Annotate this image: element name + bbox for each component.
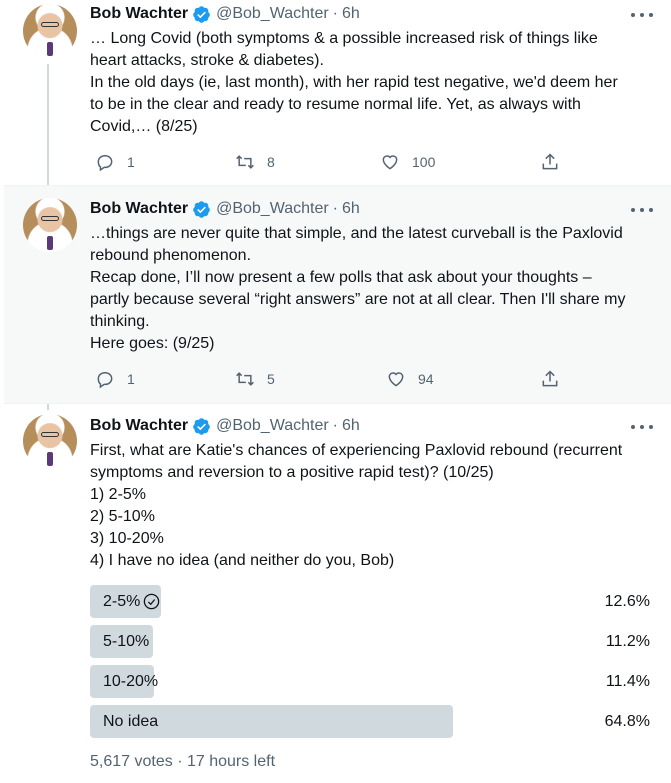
separator-dot: · (332, 5, 338, 22)
retweet-icon (235, 152, 255, 172)
share-icon (540, 369, 560, 389)
retweet-icon (235, 369, 255, 389)
poll-option-label: 5-10% (103, 633, 150, 650)
poll-option-percent: 12.6% (604, 593, 650, 610)
tweet-text-line: to be in the clear and ready to resume normal life. Yet, as always with (90, 96, 581, 113)
share-button[interactable] (540, 368, 560, 390)
avatar-tie (47, 236, 53, 250)
tweet-text-line: thinking. (90, 313, 150, 330)
tweet-header (90, 3, 360, 25)
tweet-text-line: 1) 2-5% (90, 486, 147, 503)
poll-option (90, 705, 650, 738)
tweet-text-line: In the old days (ie, last month), with her rapid test negative, we'd deem her (90, 74, 618, 91)
avatar[interactable] (23, 414, 77, 468)
separator-dot: · (332, 200, 338, 217)
tweet[interactable] (4, 186, 671, 404)
separator-dot: · (332, 417, 338, 434)
like-count: 94 (418, 371, 434, 387)
avatar-glasses (41, 22, 59, 27)
timestamp[interactable]: 6h (342, 200, 360, 217)
tweet-text-line: Covid,… (8/25) (90, 118, 198, 135)
avatar[interactable] (23, 198, 77, 252)
poll-option (90, 625, 650, 658)
author-handle[interactable]: @Bob_Wachter (216, 200, 329, 217)
more-icon[interactable] (631, 6, 653, 24)
timestamp[interactable]: 6h (342, 5, 360, 22)
tweet-text-line: Recap done, I’ll now present a few polls that ask about your thoughts – (90, 269, 592, 286)
tweet-text-line: … Long Covid (both symptoms & a possible increased risk of things like (90, 30, 598, 47)
avatar-glasses (41, 432, 59, 437)
tweet[interactable] (4, 0, 671, 186)
verified-badge-icon (192, 417, 211, 436)
share-button[interactable] (540, 151, 560, 173)
poll-option-label: 2-5% (103, 593, 141, 610)
timestamp[interactable]: 6h (342, 417, 360, 434)
poll-option (90, 665, 650, 698)
tweet-text (90, 440, 656, 572)
tweet-text-line: 4) I have no idea (and neither do you, Bob) (90, 552, 395, 569)
heart-icon (380, 152, 400, 172)
heart-icon (386, 369, 406, 389)
tweet-text-line: rebound phenomenon. (90, 247, 252, 264)
verified-badge-icon (192, 200, 211, 219)
retweet-count: 5 (267, 371, 275, 387)
like-button[interactable] (386, 368, 434, 390)
poll-option-label: No idea (103, 713, 159, 730)
avatar-glasses (41, 216, 59, 221)
author-name[interactable]: Bob Wachter (90, 200, 189, 217)
more-icon[interactable] (631, 201, 653, 219)
share-icon (540, 152, 560, 172)
tweet-text (90, 223, 656, 355)
poll-option (90, 585, 650, 618)
like-button[interactable] (380, 151, 435, 173)
poll-option-percent: 11.2% (605, 633, 650, 650)
reply-button[interactable] (95, 368, 135, 390)
tweet-text-line: partly because several “right answers” are not at all clear. Then I'll share my (90, 291, 626, 308)
poll-option-percent: 11.4% (605, 673, 650, 690)
tweet-text-line: 2) 5-10% (90, 508, 155, 525)
tweet-text-line: Here goes: (9/25) (90, 335, 215, 352)
poll-option-label: 10-20% (103, 673, 159, 690)
author-name[interactable]: Bob Wachter (90, 417, 189, 434)
tweet-actions (90, 368, 560, 390)
tweet-actions (90, 151, 560, 173)
reply-count: 1 (127, 371, 135, 387)
verified-badge-icon (192, 5, 211, 24)
reply-icon (95, 369, 115, 389)
check-circle-icon (142, 592, 161, 611)
tweet-text-line: …things are never quite that simple, and the latest curveball is the Paxlovid (90, 225, 623, 242)
retweet-button[interactable] (235, 151, 275, 173)
reply-count: 1 (127, 154, 135, 170)
tweet-text (90, 28, 656, 138)
separator-dot: · (177, 753, 183, 770)
avatar-tie (47, 452, 53, 466)
author-handle[interactable]: @Bob_Wachter (216, 5, 329, 22)
poll-option-percent: 64.8% (604, 713, 650, 730)
author-handle[interactable]: @Bob_Wachter (216, 417, 329, 434)
retweet-count: 8 (267, 154, 275, 170)
poll-vote-count[interactable]: 5,617 votes (90, 753, 173, 770)
tweet-text-line: First, what are Katie's chances of experiencing Paxlovid rebound (recurrent (90, 442, 623, 459)
retweet-button[interactable] (235, 368, 275, 390)
avatar[interactable] (23, 4, 77, 58)
author-name[interactable]: Bob Wachter (90, 5, 189, 22)
tweet-header (90, 415, 360, 437)
poll-time-left: 17 hours left (186, 753, 276, 770)
tweet[interactable] (4, 404, 671, 783)
poll-meta (90, 753, 275, 771)
more-icon[interactable] (631, 418, 653, 436)
tweet-text-line: heart attacks, stroke & diabetes). (90, 52, 324, 69)
tweet-header (90, 198, 360, 220)
tweet-text-line: 3) 10-20% (90, 530, 164, 547)
like-count: 100 (412, 154, 436, 170)
reply-icon (95, 152, 115, 172)
tweet-text-line: symptoms and reversion to a positive rapid test)? (10/25) (90, 464, 494, 481)
avatar-tie (47, 42, 53, 56)
reply-button[interactable] (95, 151, 135, 173)
